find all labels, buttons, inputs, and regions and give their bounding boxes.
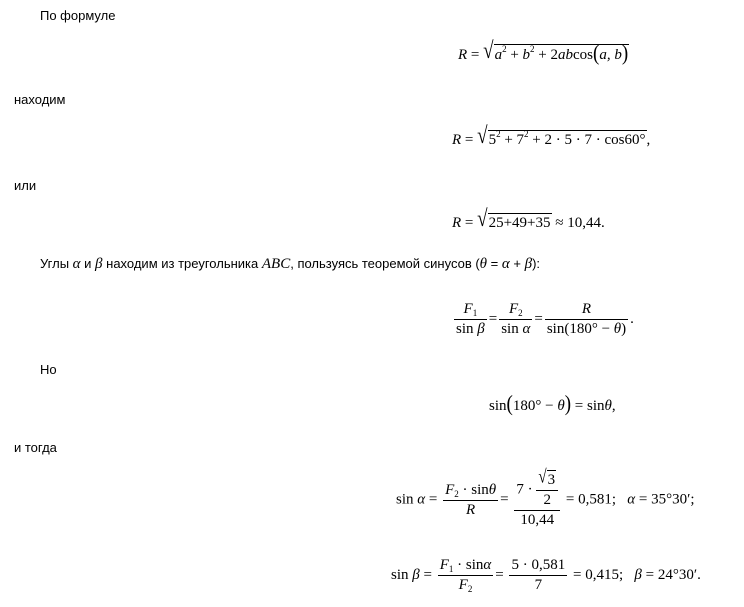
sqrt: $√5^2 + 7^2 + 2 \cdot 5 \cdot 7 \cdot \cos 60^\circ$	[477, 123, 646, 150]
fraction: $\frac{F_1 \cdot \sin\alpha}{F_2}$	[439, 557, 492, 594]
formula-sin-beta: sin β = $\frac{F_1 \cdot \sin\alpha}{F_2}$ = $\frac{5 \cdot 0,581}{7}$ = 0,415; β = 24°30′.	[391, 557, 701, 594]
para-ili: или	[14, 178, 37, 193]
para-nakhodim: находим	[14, 92, 66, 107]
fraction: $\frac{F_1}{\text{sin β}}$	[456, 301, 485, 337]
fraction: $\frac{F_2}{\text{sin α}}$	[501, 301, 531, 337]
fraction: 7 · $\frac{√3}{2}$ 10,44	[514, 470, 560, 530]
sqrt: √25+49+35	[477, 206, 551, 233]
formula-substituted: $R = √5^2 + 7^2 + 2 \cdot 5 \cdot 7 \cdot \cos 60^\circ$,	[452, 123, 651, 150]
formula-sin-identity: sin(180° − θ) = sinθ,	[489, 392, 616, 417]
para-po-formule: По формуле	[40, 8, 116, 23]
fraction: $\frac{√3}{2}$	[536, 470, 558, 510]
sqrt: $√a^2 + b^2 + 2abcos(a$, b)	[483, 38, 629, 66]
formula-numeric: R = √25+49+35 ≈ 10,44.	[452, 206, 605, 233]
para-i-togda: и тогда	[14, 440, 57, 455]
formula-sin-alpha: sin α = $\frac{F_2 \cdot \sin\theta}{R}$ = 7 · $\frac{√3}{2}$ 10,44 = 0,581; α = 35°30′;	[396, 467, 695, 528]
para-no: Но	[40, 362, 57, 377]
sqrt: √3	[538, 467, 556, 488]
formula-resultant: $R = √a^2 + b^2 + 2abcos(a$, b)	[458, 38, 629, 66]
fraction: $\frac{5 \cdot 0,581}{7}$	[511, 557, 566, 593]
fraction: $\frac{F_2 \cdot \sin\theta}{R}$	[445, 481, 497, 518]
para-angles: Углы α и β находим из треугольника ABC, пользуясь теоремой синусов (θ = α + β):	[40, 256, 541, 272]
fraction: $\frac{R}{\sin(180^\circ - \theta)}$	[546, 301, 627, 337]
formula-sine-theorem: $\frac{F_1}{\text{sin β}}$ = $\frac{F_2}{\text{sin α}}$ = $\frac{R}{\sin(180^\circ - \theta)}$ .	[456, 301, 634, 337]
